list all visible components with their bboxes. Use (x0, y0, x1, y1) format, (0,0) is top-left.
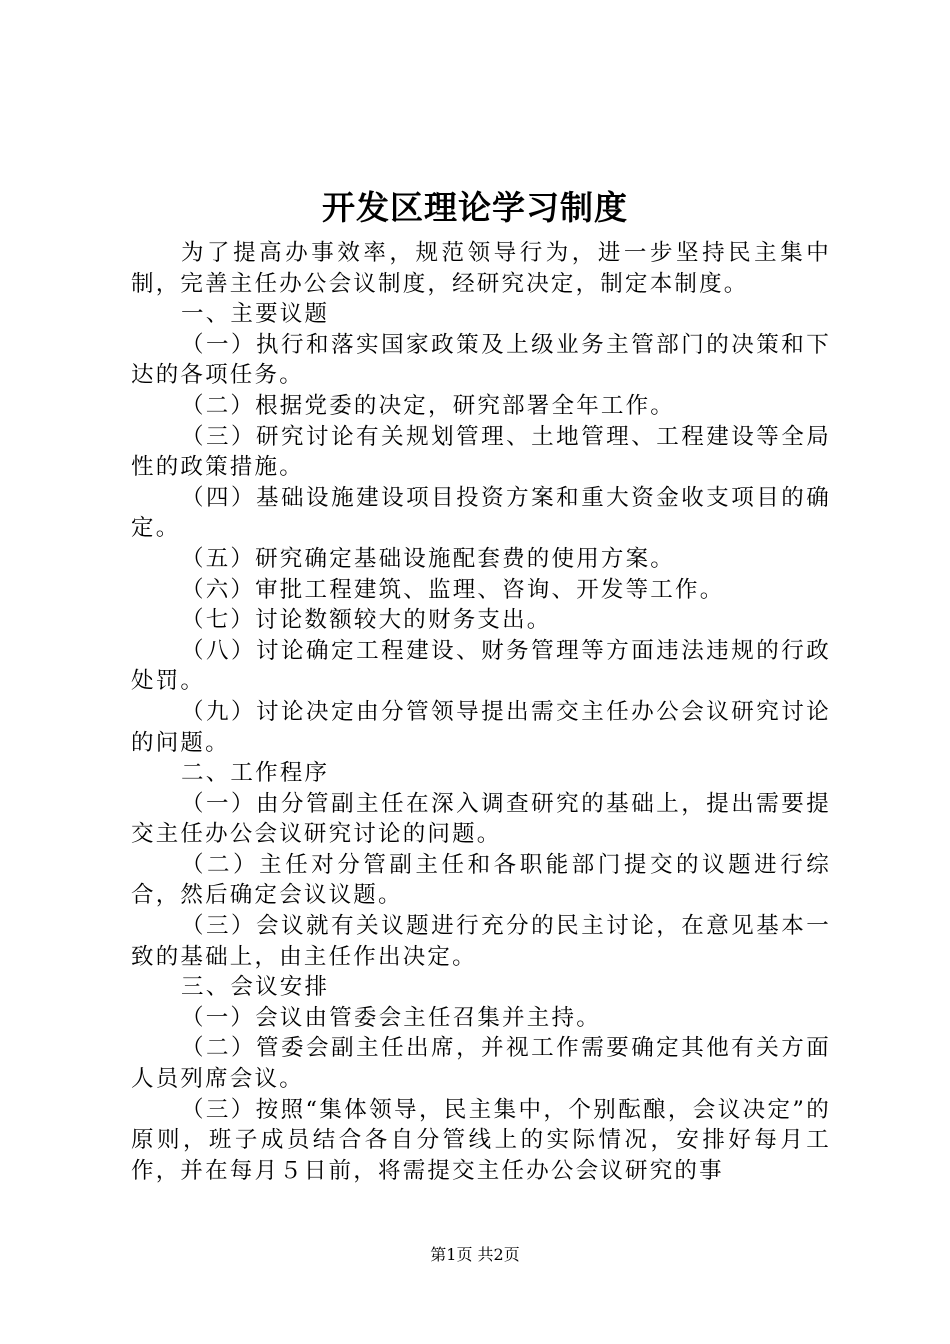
paragraph-intro: 为了提高办事效率，规范领导行为，进一步坚持民主集中制，完善主任办公会议制度，经研究决定，制定本制度。 (131, 240, 831, 297)
list-item: （一）由分管副主任在深入调查研究的基础上，提出需要提交主任办公会议研究讨论的问题。 (131, 790, 831, 848)
section-heading: 三、会议安排 (181, 974, 330, 1001)
document-body (131, 238, 831, 1186)
list-item: （八）讨论确定工程建设、财务管理等方面违法违规的行政处罚。 (131, 637, 831, 695)
list-item: （七）讨论数额较大的财务支出。 (181, 607, 552, 634)
list-item: （六）审批工程建筑、监理、咨询、开发等工作。 (181, 576, 725, 603)
list-item: （二）根据党委的决定，研究部署全年工作。 (181, 392, 676, 419)
list-item: （四）基础设施建设项目投资方案和重大资金收支项目的确定。 (131, 484, 831, 542)
list-item: （一）会议由管委会主任召集并主持。 (181, 1004, 601, 1031)
list-item: （三）按照“集体领导，民主集中，个别酝酿，会议决定”的原则，班子成员结合各自分管线上的实际情况，安排好每月工作，并在每月５日前，将需提交主任办公会议研究的事 (131, 1096, 831, 1184)
list-item: （三）会议就有关议题进行充分的民主讨论，在意见基本一致的基础上，由主任作出决定。 (131, 913, 831, 970)
list-item: （九）讨论决定由分管领导提出需交主任办公会议研究讨论的问题。 (131, 698, 831, 756)
list-item: （一）执行和落实国家政策及上级业务主管部门的决策和下达的各项任务。 (131, 331, 831, 389)
section-heading: 一、主要议题 (181, 301, 330, 328)
list-item: （五）研究确定基础设施配套费的使用方案。 (181, 545, 676, 572)
document-title: 开发区理论学习制度 (322, 188, 628, 227)
section-heading: 二、工作程序 (181, 760, 330, 787)
page-footer: 第1页 共2页 (430, 1245, 520, 1264)
list-item: （二）管委会副主任出席，并视工作需要确定其他有关方面人员列席会议。 (131, 1035, 831, 1093)
list-item: （三）研究讨论有关规划管理、土地管理、工程建设等全局性的政策措施。 (131, 423, 831, 481)
list-item: （二）主任对分管副主任和各职能部门提交的议题进行综合，然后确定会议议题。 (131, 851, 831, 909)
